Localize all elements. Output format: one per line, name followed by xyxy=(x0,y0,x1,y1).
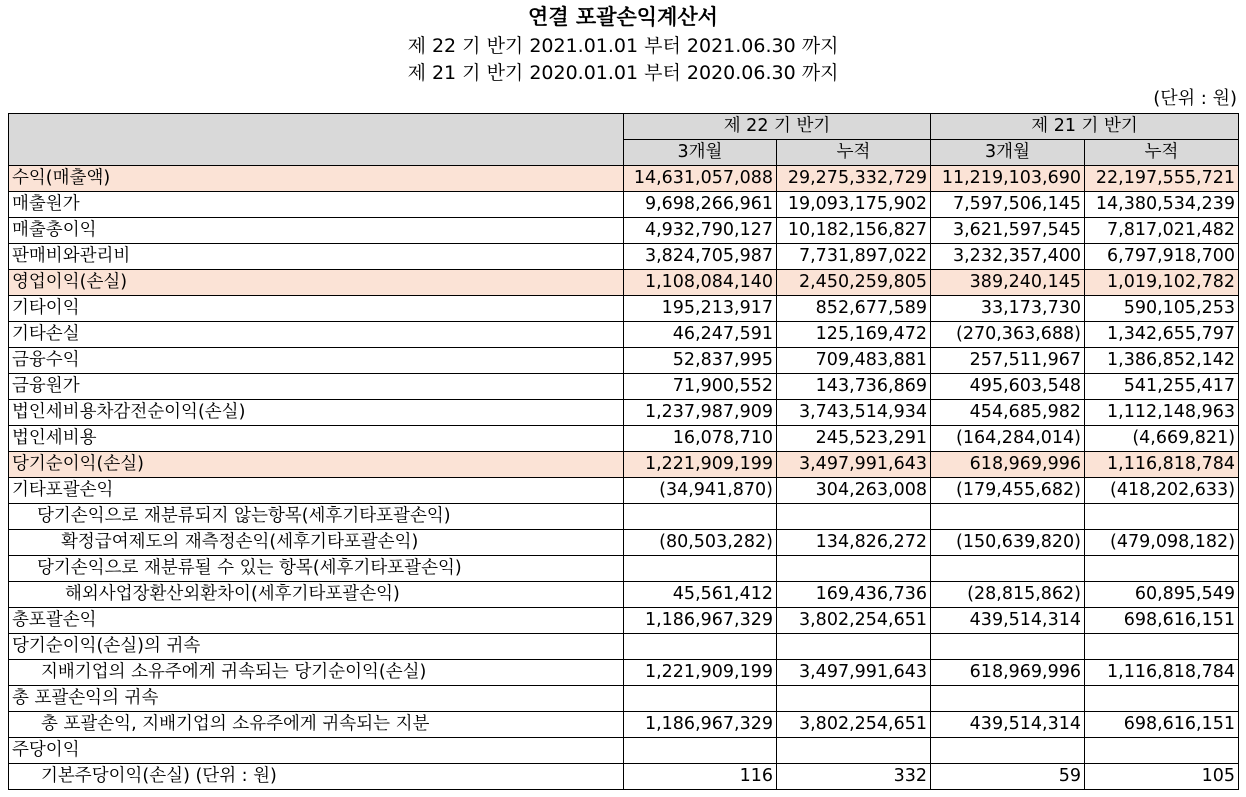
value-cell: 439,514,314 xyxy=(931,608,1085,634)
value-cell: 19,093,175,902 xyxy=(777,192,931,218)
unit-label: (단위 : 원) xyxy=(1153,88,1237,109)
row-label: 당기손익으로 재분류되지 않는항목(세후기타포괄손익) xyxy=(9,504,624,530)
value-cell: 11,219,103,690 xyxy=(931,166,1085,192)
value-cell: 495,603,548 xyxy=(931,374,1085,400)
value-cell: 3,743,514,934 xyxy=(777,400,931,426)
value-cell: 3,621,597,545 xyxy=(931,218,1085,244)
value-cell xyxy=(931,504,1085,530)
row-label: 수익(매출액) xyxy=(9,166,624,192)
value-cell: 541,255,417 xyxy=(1085,374,1239,400)
table-row xyxy=(9,660,1239,686)
value-cell xyxy=(931,738,1085,764)
value-cell xyxy=(931,686,1085,712)
header-current-cumulative: 누적 xyxy=(777,140,931,166)
table-body xyxy=(9,166,1239,790)
table-row xyxy=(9,270,1239,296)
row-label: 매출원가 xyxy=(9,192,624,218)
value-cell: 52,837,995 xyxy=(624,348,777,374)
table-row xyxy=(9,738,1239,764)
row-label: 당기손익으로 재분류될 수 있는 항목(세후기타포괄손익) xyxy=(9,556,624,582)
value-cell: 125,169,472 xyxy=(777,322,931,348)
value-cell: (418,202,633) xyxy=(1085,478,1239,504)
row-label: 금융원가 xyxy=(9,374,624,400)
value-cell: (164,284,014) xyxy=(931,426,1085,452)
row-label: 판매비와관리비 xyxy=(9,244,624,270)
value-cell: 257,511,967 xyxy=(931,348,1085,374)
row-label: 총포괄손익 xyxy=(9,608,624,634)
row-label: 영업이익(손실) xyxy=(9,270,624,296)
table-row xyxy=(9,348,1239,374)
value-cell: 3,232,357,400 xyxy=(931,244,1085,270)
table-row xyxy=(9,218,1239,244)
value-cell: (179,455,682) xyxy=(931,478,1085,504)
table-row xyxy=(9,582,1239,608)
value-cell: (28,815,862) xyxy=(931,582,1085,608)
row-label: 기타이익 xyxy=(9,296,624,322)
value-cell xyxy=(777,504,931,530)
table-row xyxy=(9,192,1239,218)
value-cell: 33,173,730 xyxy=(931,296,1085,322)
table-row xyxy=(9,452,1239,478)
row-label: 총 포괄손익의 귀속 xyxy=(9,686,624,712)
header-current-period: 제 22 기 반기 xyxy=(624,114,931,140)
value-cell: 1,186,967,329 xyxy=(624,608,777,634)
table-row xyxy=(9,426,1239,452)
value-cell: 3,497,991,643 xyxy=(777,452,931,478)
table-row xyxy=(9,166,1239,192)
table-row xyxy=(9,712,1239,738)
value-cell: 14,380,534,239 xyxy=(1085,192,1239,218)
row-label: 기타포괄손익 xyxy=(9,478,624,504)
value-cell: 143,736,869 xyxy=(777,374,931,400)
value-cell: 3,824,705,987 xyxy=(624,244,777,270)
value-cell: 9,698,266,961 xyxy=(624,192,777,218)
row-label: 기타손실 xyxy=(9,322,624,348)
value-cell: 1,342,655,797 xyxy=(1085,322,1239,348)
value-cell: 852,677,589 xyxy=(777,296,931,322)
table-row xyxy=(9,374,1239,400)
value-cell xyxy=(1085,634,1239,660)
row-label: 총 포괄손익, 지배기업의 소유주에게 귀속되는 지분 xyxy=(9,712,624,738)
header-blank-cell xyxy=(9,114,624,166)
current-period: 제 22 기 반기 2021.01.01 부터 2021.06.30 까지 xyxy=(407,35,839,57)
value-cell: 590,105,253 xyxy=(1085,296,1239,322)
value-cell: 332 xyxy=(777,764,931,790)
value-cell: (270,363,688) xyxy=(931,322,1085,348)
value-cell: 6,797,918,700 xyxy=(1085,244,1239,270)
value-cell: 1,221,909,199 xyxy=(624,452,777,478)
table-row xyxy=(9,530,1239,556)
value-cell: (4,669,821) xyxy=(1085,426,1239,452)
value-cell: (34,941,870) xyxy=(624,478,777,504)
value-cell xyxy=(931,556,1085,582)
row-label: 금융수익 xyxy=(9,348,624,374)
row-label: 해외사업장환산외환차이(세후기타포괄손익) xyxy=(9,582,624,608)
table-row xyxy=(9,634,1239,660)
value-cell xyxy=(1085,556,1239,582)
table-row xyxy=(9,478,1239,504)
table-row xyxy=(9,686,1239,712)
value-cell: 105 xyxy=(1085,764,1239,790)
value-cell: 60,895,549 xyxy=(1085,582,1239,608)
value-cell: 29,275,332,729 xyxy=(777,166,931,192)
row-label: 확정급여제도의 재측정손익(세후기타포괄손익) xyxy=(9,530,624,556)
value-cell xyxy=(1085,738,1239,764)
income-statement-table xyxy=(8,113,1239,790)
value-cell xyxy=(777,556,931,582)
value-cell xyxy=(777,634,931,660)
value-cell: 389,240,145 xyxy=(931,270,1085,296)
value-cell: 1,186,967,329 xyxy=(624,712,777,738)
value-cell xyxy=(624,556,777,582)
value-cell: 1,116,818,784 xyxy=(1085,452,1239,478)
value-cell: 1,116,818,784 xyxy=(1085,660,1239,686)
value-cell: 1,237,987,909 xyxy=(624,400,777,426)
value-cell: 14,631,057,088 xyxy=(624,166,777,192)
value-cell: 4,932,790,127 xyxy=(624,218,777,244)
value-cell: 1,386,852,142 xyxy=(1085,348,1239,374)
table-row xyxy=(9,764,1239,790)
value-cell: 22,197,555,721 xyxy=(1085,166,1239,192)
row-label: 기본주당이익(손실) (단위 : 원) xyxy=(9,764,624,790)
value-cell: 245,523,291 xyxy=(777,426,931,452)
value-cell: 7,597,506,145 xyxy=(931,192,1085,218)
value-cell: (479,098,182) xyxy=(1085,530,1239,556)
value-cell: 3,802,254,651 xyxy=(777,608,931,634)
value-cell xyxy=(1085,504,1239,530)
value-cell: 1,108,084,140 xyxy=(624,270,777,296)
table-row xyxy=(9,608,1239,634)
value-cell: 1,221,909,199 xyxy=(624,660,777,686)
value-cell: 169,436,736 xyxy=(777,582,931,608)
value-cell: 7,731,897,022 xyxy=(777,244,931,270)
table-row xyxy=(9,400,1239,426)
value-cell: 1,112,148,963 xyxy=(1085,400,1239,426)
prior-period: 제 21 기 반기 2020.01.01 부터 2020.06.30 까지 xyxy=(407,62,839,84)
value-cell: 709,483,881 xyxy=(777,348,931,374)
value-cell: 3,802,254,651 xyxy=(777,712,931,738)
value-cell: 618,969,996 xyxy=(931,660,1085,686)
value-cell: 116 xyxy=(624,764,777,790)
statement-title: 연결 포괄손익계산서 xyxy=(528,5,718,29)
value-cell: 59 xyxy=(931,764,1085,790)
value-cell: 439,514,314 xyxy=(931,712,1085,738)
value-cell: (150,639,820) xyxy=(931,530,1085,556)
value-cell xyxy=(931,634,1085,660)
row-label: 주당이익 xyxy=(9,738,624,764)
value-cell: 1,019,102,782 xyxy=(1085,270,1239,296)
value-cell: 698,616,151 xyxy=(1085,608,1239,634)
row-label: 지배기업의 소유주에게 귀속되는 당기순이익(손실) xyxy=(9,660,624,686)
value-cell: 134,826,272 xyxy=(777,530,931,556)
value-cell: 195,213,917 xyxy=(624,296,777,322)
table-row xyxy=(9,556,1239,582)
value-cell: 2,450,259,805 xyxy=(777,270,931,296)
header-prior-3m: 3개월 xyxy=(931,140,1085,166)
value-cell xyxy=(624,504,777,530)
value-cell: 7,817,021,482 xyxy=(1085,218,1239,244)
value-cell xyxy=(777,686,931,712)
value-cell: 304,263,008 xyxy=(777,478,931,504)
table-row xyxy=(9,244,1239,270)
table-row xyxy=(9,504,1239,530)
value-cell: 46,247,591 xyxy=(624,322,777,348)
value-cell: 454,685,982 xyxy=(931,400,1085,426)
row-label: 매출총이익 xyxy=(9,218,624,244)
value-cell: 16,078,710 xyxy=(624,426,777,452)
value-cell xyxy=(624,634,777,660)
row-label: 당기순이익(손실) xyxy=(9,452,624,478)
row-label: 당기순이익(손실)의 귀속 xyxy=(9,634,624,660)
header-prior-period: 제 21 기 반기 xyxy=(931,114,1239,140)
value-cell xyxy=(777,738,931,764)
value-cell xyxy=(624,686,777,712)
value-cell: 45,561,412 xyxy=(624,582,777,608)
value-cell xyxy=(1085,686,1239,712)
value-cell: 698,616,151 xyxy=(1085,712,1239,738)
header-prior-cumulative: 누적 xyxy=(1085,140,1239,166)
value-cell xyxy=(624,738,777,764)
value-cell: 10,182,156,827 xyxy=(777,218,931,244)
row-label: 법인세비용차감전순이익(손실) xyxy=(9,400,624,426)
value-cell: (80,503,282) xyxy=(624,530,777,556)
table-row xyxy=(9,322,1239,348)
table-row xyxy=(9,296,1239,322)
value-cell: 618,969,996 xyxy=(931,452,1085,478)
value-cell: 3,497,991,643 xyxy=(777,660,931,686)
header-current-3m: 3개월 xyxy=(624,140,777,166)
value-cell: 71,900,552 xyxy=(624,374,777,400)
row-label: 법인세비용 xyxy=(9,426,624,452)
